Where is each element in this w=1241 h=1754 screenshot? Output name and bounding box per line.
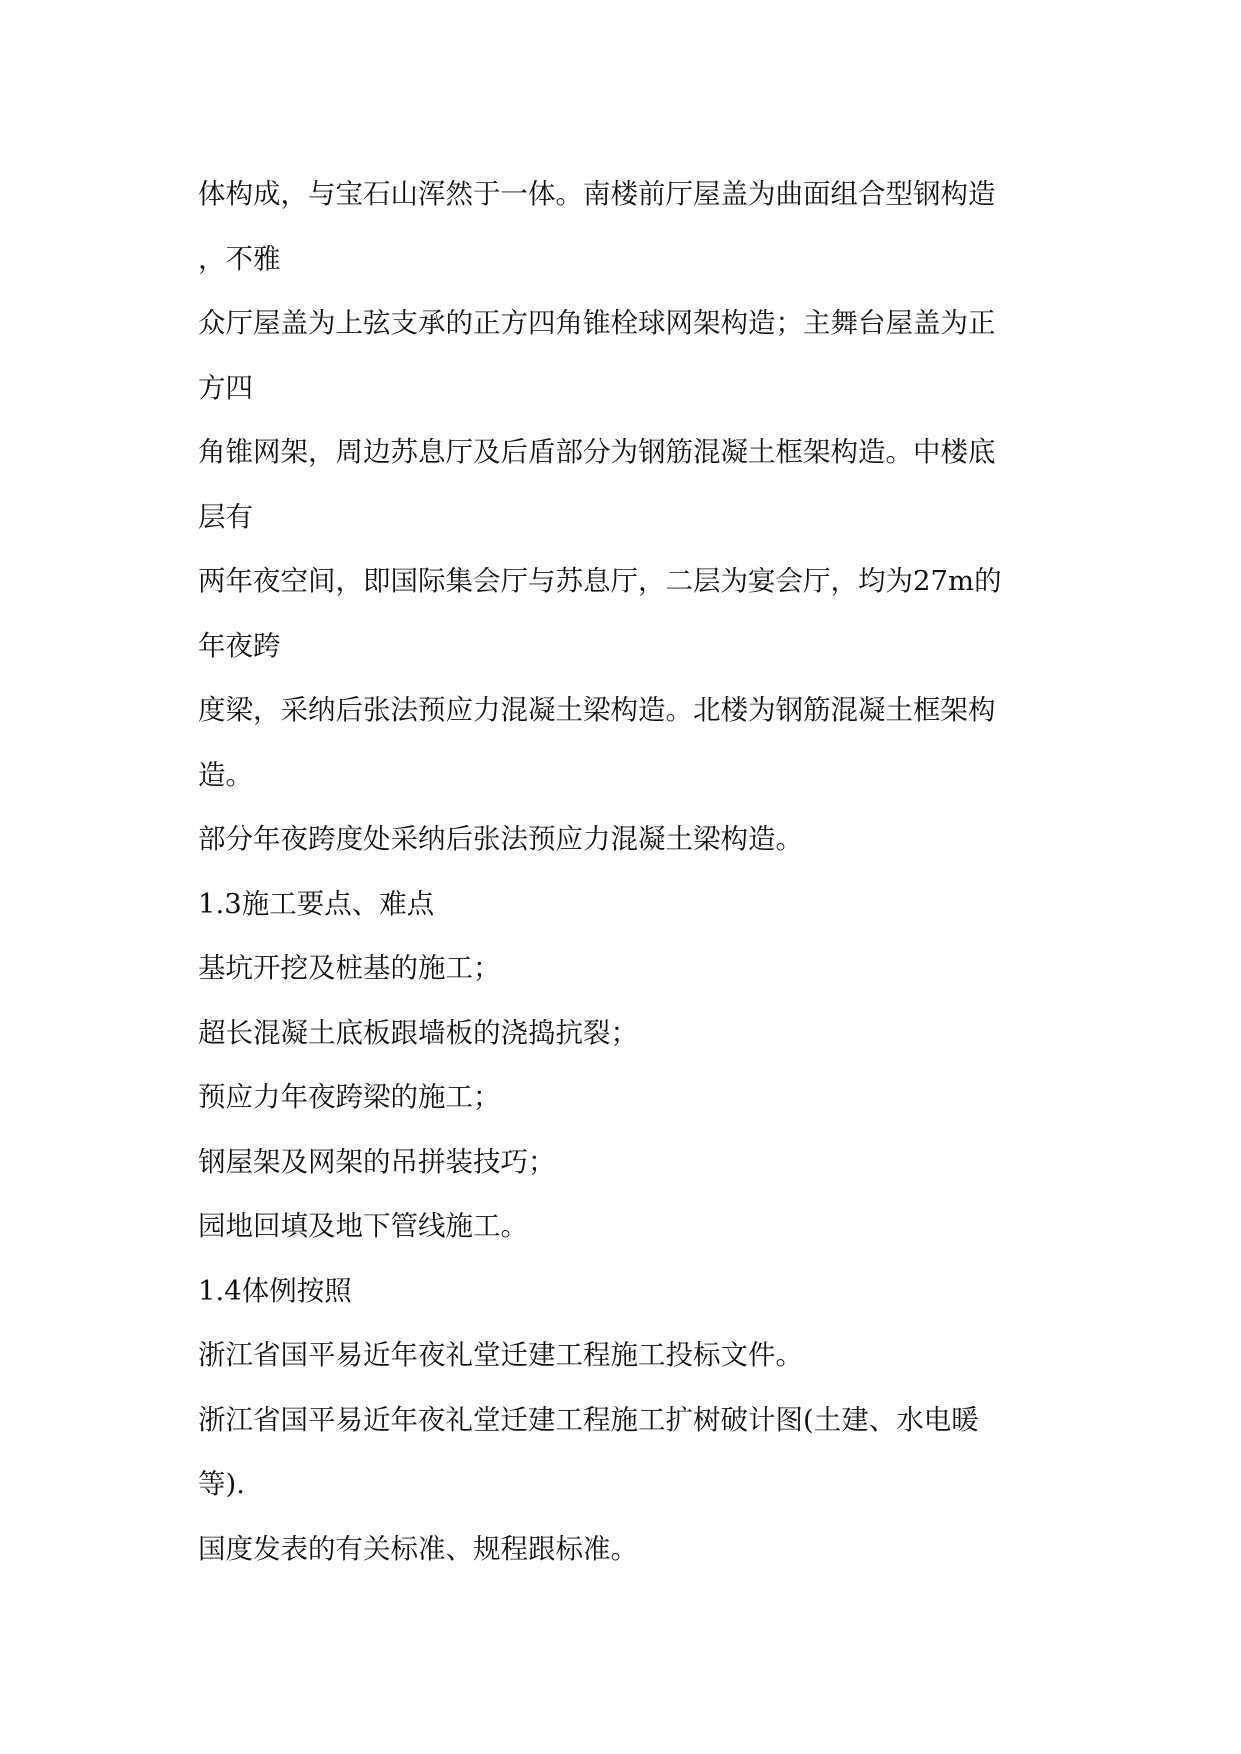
text-line: 两年夜空间，即国际集会厅与苏息厅，二层为宴会厅，均为27m的: [198, 565, 1002, 597]
section-heading: 1.4体例按照: [198, 1274, 352, 1307]
text-line: 浙江省国平易近年夜礼堂迁建工程施工扩树破计图(土建、水电暖: [198, 1403, 979, 1436]
text-line: 众厅屋盖为上弦支承的正方四角锥栓球网架构造；主舞台屋盖为正: [198, 307, 996, 339]
text-line: 浙江省国平易近年夜礼堂迁建工程施工投标文件。: [198, 1339, 803, 1371]
text-line: 园地回填及地下管线施工。: [198, 1210, 528, 1242]
text-line: 角锥网架，周边苏息厅及后盾部分为钢筋混凝土框架构造。中楼底: [198, 436, 996, 468]
text-line: 预应力年夜跨梁的施工；: [198, 1081, 501, 1113]
text-line: 层有: [198, 500, 253, 533]
text-line: 年夜跨: [198, 629, 281, 662]
text-line: 造。: [198, 758, 253, 791]
text-line: 基坑开挖及桩基的施工；: [198, 952, 501, 984]
text-line: 方四: [198, 371, 253, 404]
text-line: 部分年夜跨度处采纳后张法预应力混凝土梁构造。: [198, 823, 803, 855]
text-line: 超长混凝土底板跟墙板的浇捣抗裂；: [198, 1016, 638, 1049]
text-line: 体构成，与宝石山浑然于一体。南楼前厅屋盖为曲面组合型钢构造: [198, 178, 996, 210]
text-line: ，不雅: [198, 242, 281, 275]
text-line: 度梁，采纳后张法预应力混凝土梁构造。北楼为钢筋混凝土框架构: [198, 694, 996, 726]
text-line: 等).: [198, 1468, 245, 1500]
text-line: 钢屋架及网架的吊拼装技巧；: [198, 1145, 556, 1178]
body-text: [198, 162, 1058, 1581]
section-heading: 1.3施工要点、难点: [198, 887, 435, 920]
text-line: 国度发表的有关标准、规程跟标准。: [198, 1532, 638, 1565]
